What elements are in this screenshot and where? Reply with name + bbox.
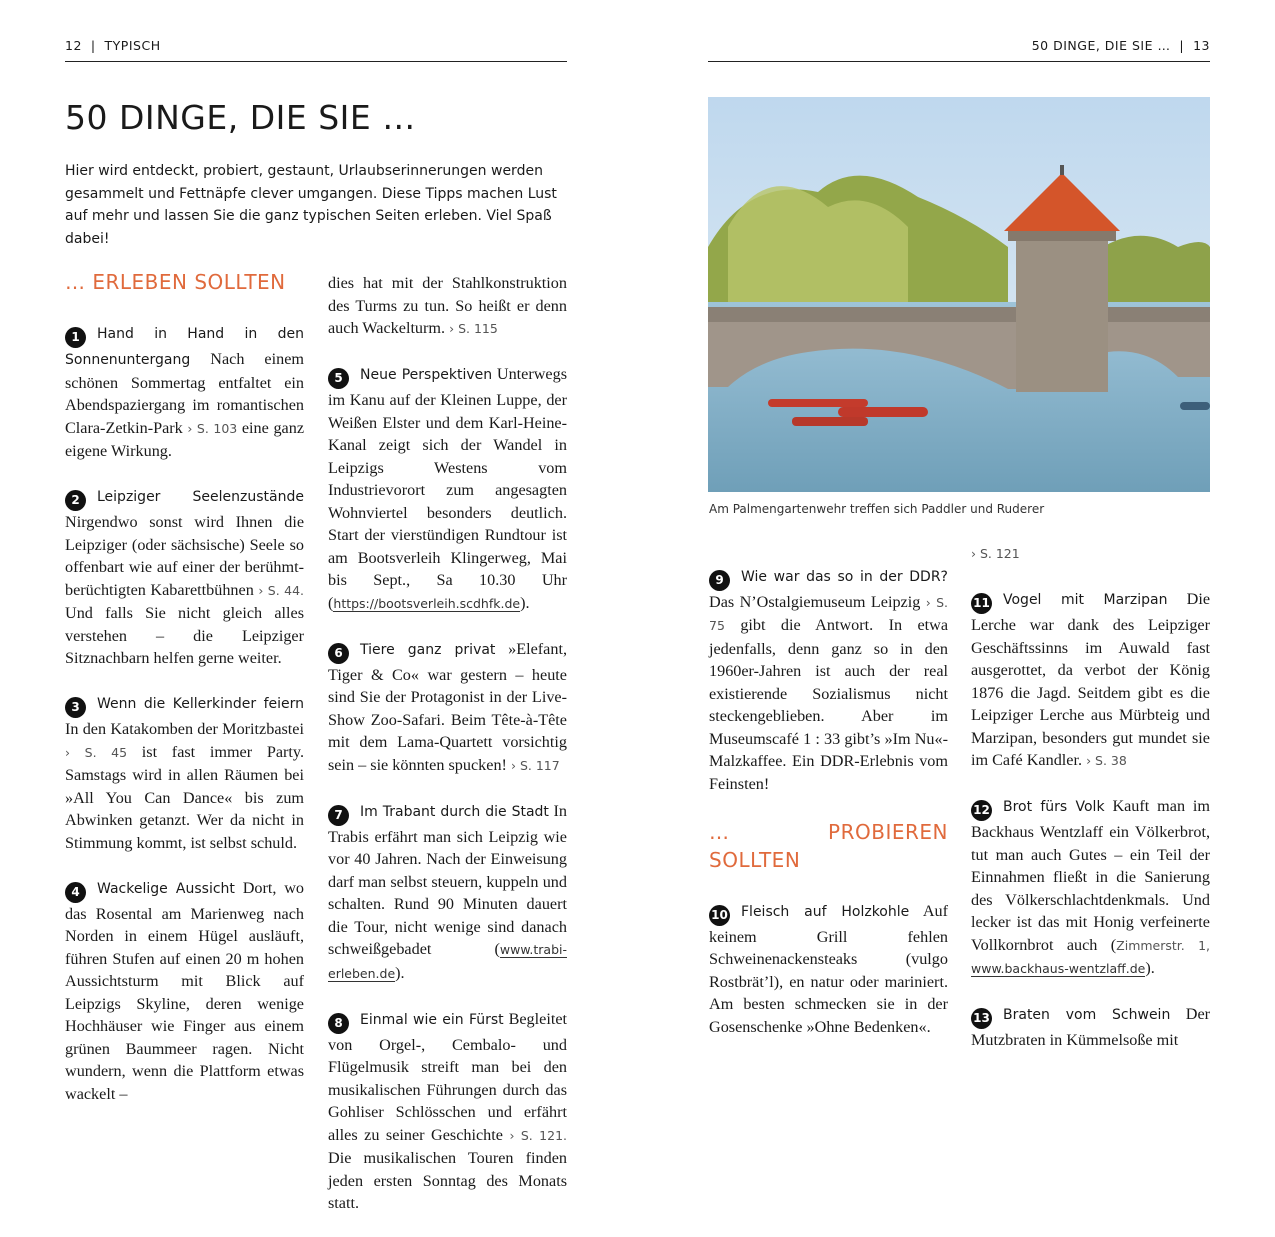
page-number-left: 12 xyxy=(65,38,82,53)
item-title: Im Trabant durch die Stadt xyxy=(360,803,549,820)
item-text: ist fast immer Party. Samstags wird in allen Räumen bei »All You Can Dance« bis zum Abwinken getanzt. Wer da nicht in Stimmung kommt, ist selbst schuld. xyxy=(65,742,304,852)
page-title: 50 DINGE, DIE SIE … xyxy=(65,98,416,137)
list-item xyxy=(971,1003,1210,1052)
item-title: Brot fürs Volk xyxy=(1003,799,1105,815)
item-title: Fleisch auf Holzkohle xyxy=(741,903,910,920)
item-title: Einmal wie ein Fürst xyxy=(360,1011,504,1028)
canoe xyxy=(768,399,868,407)
list-item xyxy=(709,565,948,796)
list-item xyxy=(328,800,567,986)
item-text: ). xyxy=(1145,959,1155,977)
item-text: Der Mutzbraten in Kümmelsoße mit xyxy=(971,1005,1211,1049)
item-number-badge: 2 xyxy=(65,490,86,511)
item-number-badge: 10 xyxy=(709,905,730,926)
header-rule-left xyxy=(65,61,567,62)
item-number-badge: 12 xyxy=(971,800,992,821)
item-text: gibt die Antwort. In etwa jedenfalls, denn ganz so in den 1960er-Jahren ist auch der real existierende Sozialismus nicht steckengeblieben. Aber im Museumscafé 1 : 33 gibt’s »Im Nu«-Malzkaffee. Ein DDR-Erlebnis vom Feinsten! xyxy=(709,616,949,793)
page-reference[interactable]: › S. 38 xyxy=(1086,753,1127,768)
item-number-badge: 9 xyxy=(709,570,730,591)
list-item xyxy=(328,363,567,615)
list-item-continued xyxy=(328,272,567,341)
item-text: Dort, wo das Rosental am Marienweg nach Norden in einem Hügel ausläuft, führen Stufen auf einen 20 m hohen Aussichtsturm mit Blick auf Leipzigs Skyline, deren wenige Hochhäuser wie Finger aus einem grünen Baummeer ragen. Nicht wundern, wenn die Plattform etwas wackelt – xyxy=(65,878,304,1103)
website-link[interactable]: www.backhaus-wentzlaff.de xyxy=(971,961,1146,976)
item-text: eine ganz eigene Wirkung. xyxy=(65,418,305,460)
item-title: Tiere ganz privat xyxy=(360,641,496,658)
page-reference[interactable]: › S. 75 xyxy=(709,594,948,633)
right-boat xyxy=(1180,402,1210,410)
item-text: Nirgendwo sonst wird Ihnen die Leipziger (oder sächsische) Seele so offenbart wie auf einer der berühmt-berüchtigten Kabarettbühnen xyxy=(65,513,304,599)
website-link[interactable]: https://bootsverleih.scdhfk.de xyxy=(333,595,521,611)
column-4 xyxy=(971,542,1210,1074)
item-number-badge: 1 xyxy=(65,327,86,348)
item-text: Das N’Ostalgiemuseum Leipzig xyxy=(709,592,921,611)
page-reference[interactable]: › S. 117 xyxy=(510,757,560,773)
item-text: dies hat mit der Stahlkonstruktion des Turms zu tun. So heißt er denn auch Wackelturm. xyxy=(328,274,567,337)
item-text: ). xyxy=(520,593,530,612)
header-section-right: 50 DINGE, DIE SIE … xyxy=(1031,38,1171,53)
list-item xyxy=(328,1008,567,1215)
list-item xyxy=(65,877,304,1106)
photo-caption: Am Palmengartenwehr treffen sich Paddler und Ruderer xyxy=(709,502,1045,516)
item-title: Leipziger Seelenzustände xyxy=(97,489,304,505)
item-number-badge: 11 xyxy=(971,593,992,614)
item-text: Begleitet von Orgel-, Cembalo- und Flügelmusik streift man bei den musikalischen Führungen durch das Gohliser Schlösschen und erfährt alles zu seiner Geschichte xyxy=(328,1009,568,1144)
item-title: Wackelige Aussicht xyxy=(97,880,235,897)
item-text: Die Lerche war dank des Leipziger Geschäftssinns im Auwald fast ausgerottet, da verbot der König 1876 die Jagd. Seitdem gibt es die Leipziger Lerche aus Mürbteig und Marzipan, besonders gut mundet sie im Café Kandler. xyxy=(971,590,1210,769)
list-item xyxy=(328,638,567,778)
item-number-badge: 3 xyxy=(65,697,86,718)
item-text: Unterwegs im Kanu auf der Kleinen Luppe, der Weißen Elster und dem Karl-Heine-Kanal zeigt sich der Wandel in Leipzigs Westens vom Industrievorort zum angesagten Wohnviertel besonders deutlich. Start der vierstündigen Rundtour ist am Bootsverleih Klingerweg, Mai bis Sept., Sa 10.30 Uhr ( xyxy=(328,365,567,612)
item-text: ). xyxy=(395,963,405,982)
page-reference[interactable]: › S. 44. xyxy=(258,582,304,598)
column-1 xyxy=(65,268,304,1128)
header-rule-right xyxy=(708,61,1210,62)
page-reference[interactable]: › S. 121. xyxy=(509,1127,567,1143)
page-number-right: 13 xyxy=(1193,38,1210,53)
item-text: »Elefant, Tiger & Co« war gestern – heute sind Sie der Protagonist in der Live-Show Zoo-Safari. Beim Tête-à-Tête mit dem Lama-Quartett vorsichtig sein – sie könnten spucken! xyxy=(328,639,567,774)
page-reference[interactable]: › S. 115 xyxy=(449,321,498,336)
item-number-badge: 4 xyxy=(65,882,86,903)
running-header-left xyxy=(65,38,161,53)
column-3 xyxy=(709,542,948,1061)
item-title: Vogel mit Marzipan xyxy=(1003,592,1168,608)
item-number-badge: 8 xyxy=(328,1013,349,1034)
item-text: Die musikalischen Touren finden jeden ersten Sonntag des Monats statt. xyxy=(328,1149,567,1212)
page-reference[interactable]: › S. 103 xyxy=(187,420,238,436)
item-number-badge: 7 xyxy=(328,805,349,826)
red-boat xyxy=(838,407,928,417)
page-reference[interactable]: › S. 121 xyxy=(971,546,1020,561)
list-item xyxy=(65,692,304,854)
page-reference[interactable]: › S. 45 xyxy=(65,744,128,760)
item-title: Wenn die Kellerkinder feiern xyxy=(97,696,304,712)
section-heading-erleben: … ERLEBEN SOLLTEN xyxy=(65,270,286,294)
item-title: Wie war das so in der DDR? xyxy=(741,568,948,585)
roof-finial xyxy=(1060,165,1064,175)
header-section-left: TYPISCH xyxy=(104,38,161,53)
item-text: Nach einem schönen Sommertag entfaltet ein Abendspaziergang im romantischen Clara-Zetkin-Park xyxy=(65,350,304,437)
palmengartenwehr-photo xyxy=(708,97,1210,492)
running-header-right xyxy=(1032,38,1210,53)
red-rowboat xyxy=(792,417,868,426)
column-2 xyxy=(328,272,567,1237)
section-heading-probieren: … PROBIEREN SOLLTEN xyxy=(709,819,948,872)
list-item xyxy=(709,900,948,1039)
item-number-badge: 6 xyxy=(328,643,349,664)
list-item xyxy=(65,485,304,670)
item-text: In den Katakomben der Moritzbastei xyxy=(65,720,304,738)
item-text: In Trabis erfährt man sich Leipzig wie vor 40 Jahren. Nach der Einweisung darf man selbst steuern, kuppeln und schalten. Rund 90 Minuten dauert die Tour, nicht wenige sind danach schweißgebadet ( xyxy=(328,801,567,958)
header-separator: | xyxy=(90,38,96,53)
item-number-badge: 13 xyxy=(971,1008,992,1029)
bridge-top xyxy=(708,307,1210,322)
list-item xyxy=(971,588,1210,773)
item-title: Neue Perspektiven xyxy=(360,367,493,383)
item-text: Und falls Sie nicht gleich alles verstehen – die Leipziger Sitznachbarn helfen gerne weiter. xyxy=(65,604,304,667)
item-title: Hand in Hand in den Sonnenuntergang xyxy=(65,326,304,368)
header-separator: | xyxy=(1179,38,1185,53)
bridge-tower xyxy=(1016,237,1108,392)
list-item xyxy=(971,795,1210,981)
item-number-badge: 5 xyxy=(328,368,349,389)
list-item-continued xyxy=(971,542,1210,566)
item-text: Auf keinem Grill fehlen Schweinenackensteaks (vulgo Rostbrät’l), en natur oder mariniert. Am besten schmecken sie in der Gosenschenke »Ohne Bedenken«. xyxy=(709,901,948,1036)
item-text: Kauft man im Backhaus Wentzlaff ein Völkerbrot, tut man auch Gutes – ein Teil der Einnahmen fließt in die Sanierung des Völkerschlachtdenkmals. Und lecker ist das mit Honig verfeinerte Vollkornbrot auch ( xyxy=(971,797,1210,954)
item-title: Braten vom Schwein xyxy=(1003,1007,1171,1023)
website-link[interactable]: www.trabi-erleben.de xyxy=(328,942,567,981)
list-item xyxy=(65,322,304,463)
intro-text: Hier wird entdeckt, probiert, gestaunt, Urlaubserinnerungen werden gesammelt und Fettnäpfe clever umgangen. Diese Tipps machen Lust auf mehr und lassen Sie die ganz typischen Seiten erleben. Viel Spaß dabei! xyxy=(65,163,557,247)
address: Zimmerstr. 1, xyxy=(1116,937,1210,953)
